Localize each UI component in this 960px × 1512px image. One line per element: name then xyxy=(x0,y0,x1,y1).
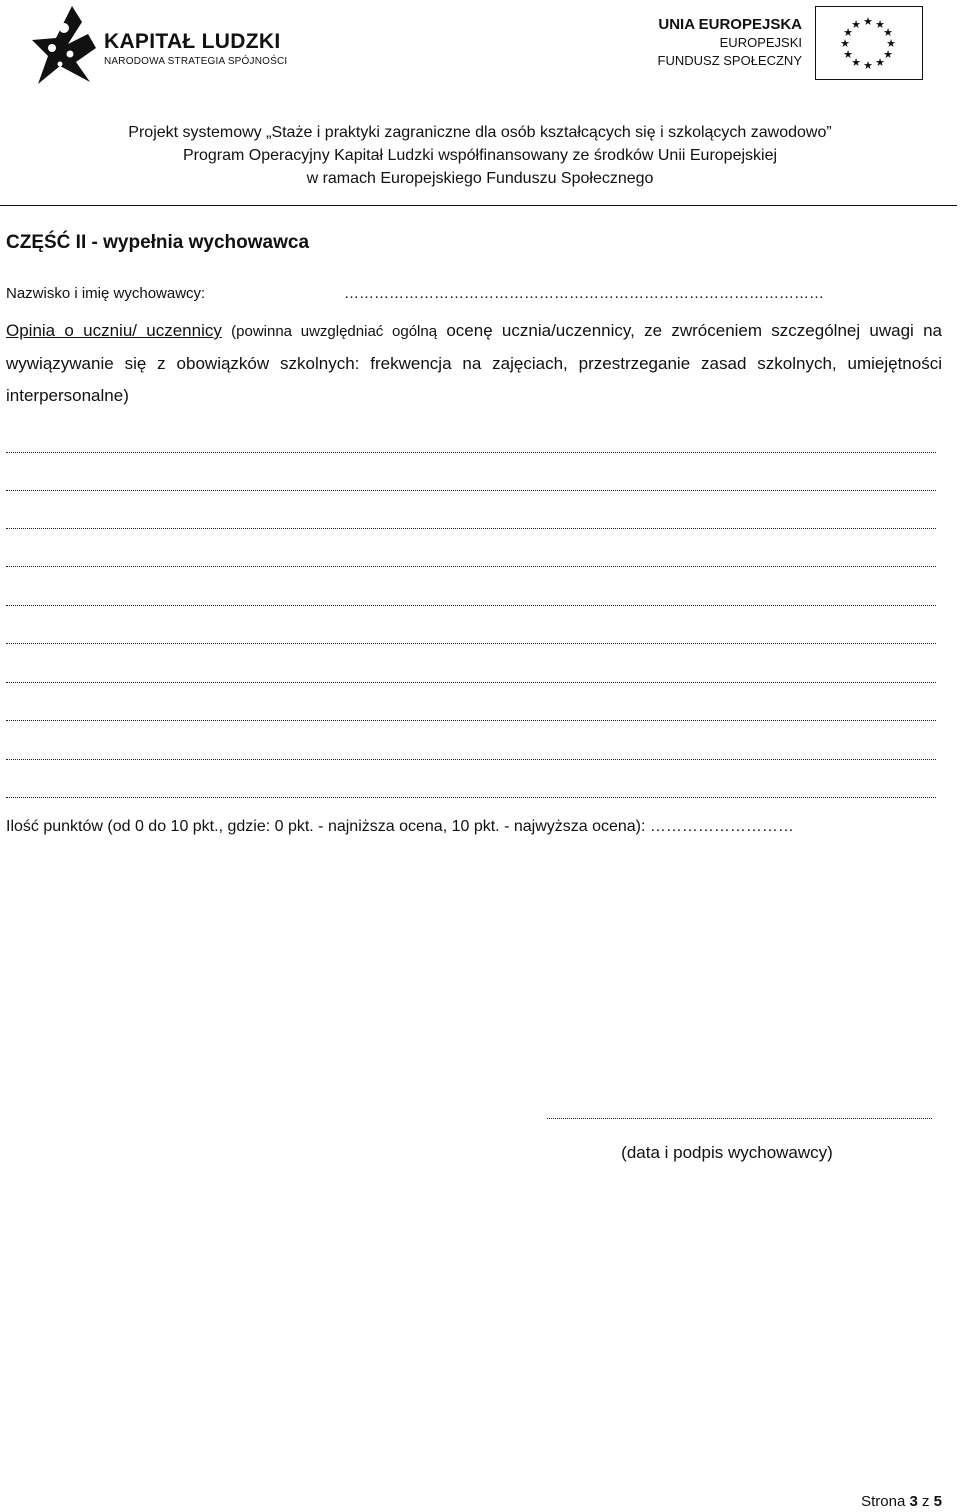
opinion-line[interactable] xyxy=(6,605,936,606)
project-line-3: w ramach Europejskiego Funduszu Społecznego xyxy=(306,170,654,187)
opinion-line[interactable] xyxy=(6,528,936,529)
svg-text:★: ★ xyxy=(843,48,853,61)
points-field[interactable]: ……………………… xyxy=(649,818,794,835)
opinion-hint: ocenę ucznia/uczennicy, ze zwróceniem szczególnej uwagi na wywiązywanie się z obowiązków szkolnych: frekwencja na zajęciach, przestrzeganie zasad szkolnych, umiejętności interpersonalne) xyxy=(6,321,942,405)
eu-logo-line2: EUROPEJSKI xyxy=(719,35,802,50)
svg-text:★: ★ xyxy=(883,26,893,39)
kapital-ludzki-emblem-icon xyxy=(30,4,100,86)
svg-text:★: ★ xyxy=(851,56,861,69)
kapital-ludzki-subtitle: NARODOWA STRATEGIA SPÓJNOŚCI xyxy=(104,56,288,67)
page-number-total: 5 xyxy=(933,1493,942,1510)
opinion-line[interactable] xyxy=(6,643,936,644)
opinion-line[interactable] xyxy=(6,759,936,760)
project-line-2: Program Operacyjny Kapitał Ludzki współfinansowany ze środków Unii Europejskiej xyxy=(182,147,778,164)
opinion-line[interactable] xyxy=(6,452,936,453)
svg-text:★: ★ xyxy=(875,18,885,31)
section-title: CZĘŚĆ II - wypełnia wychowawca xyxy=(6,232,310,253)
signature-label: (data i podpis wychowawcy) xyxy=(621,1143,833,1162)
eu-flag-icon xyxy=(815,6,923,80)
opinion-hint-prefix: (powinna uwzględniać ogólną xyxy=(231,323,438,340)
page-number-separator: z xyxy=(921,1493,930,1510)
teacher-name-field[interactable]: …………………………………………………………………………………… xyxy=(344,285,824,302)
opinion-line[interactable] xyxy=(6,566,936,567)
kapital-ludzki-name: KAPITAŁ LUDZKI xyxy=(104,30,281,53)
eu-logo-line3: FUNDUSZ SPOŁECZNY xyxy=(657,53,802,68)
svg-text:★: ★ xyxy=(883,48,893,61)
opinion-line[interactable] xyxy=(6,720,936,721)
svg-text:★: ★ xyxy=(840,37,850,50)
page-number-current: 3 xyxy=(909,1493,918,1510)
project-line-1: Projekt systemowy „Staże i praktyki zagraniczne dla osób kształcących się i szkolących zawodowo” xyxy=(128,124,832,141)
opinion-label: Opinia o uczniu/ uczennicy xyxy=(6,321,222,340)
eu-logo-text xyxy=(620,16,802,70)
svg-text:★: ★ xyxy=(851,18,861,31)
header-divider xyxy=(0,205,957,206)
page-number-prefix: Strona xyxy=(861,1493,906,1510)
svg-text:★: ★ xyxy=(886,37,896,50)
eu-logo-line1: UNIA EUROPEJSKA xyxy=(658,16,802,33)
opinion-line[interactable] xyxy=(6,490,936,491)
page-number xyxy=(861,1493,942,1510)
svg-text:★: ★ xyxy=(875,56,885,69)
teacher-name-label: Nazwisko i imię wychowawcy: xyxy=(6,285,206,302)
signature-field[interactable] xyxy=(547,1118,932,1119)
opinion-instructions xyxy=(6,315,942,412)
svg-text:★: ★ xyxy=(863,15,873,28)
points-label: Ilość punktów (od 0 do 10 pkt., gdzie: 0 pkt. - najniższa ocena, 10 pkt. - najwyższa ocena): xyxy=(6,818,646,835)
svg-text:★: ★ xyxy=(863,59,873,72)
opinion-line[interactable] xyxy=(6,797,936,798)
points-row xyxy=(6,818,794,836)
opinion-line[interactable] xyxy=(6,682,936,683)
svg-text:★: ★ xyxy=(843,26,853,39)
